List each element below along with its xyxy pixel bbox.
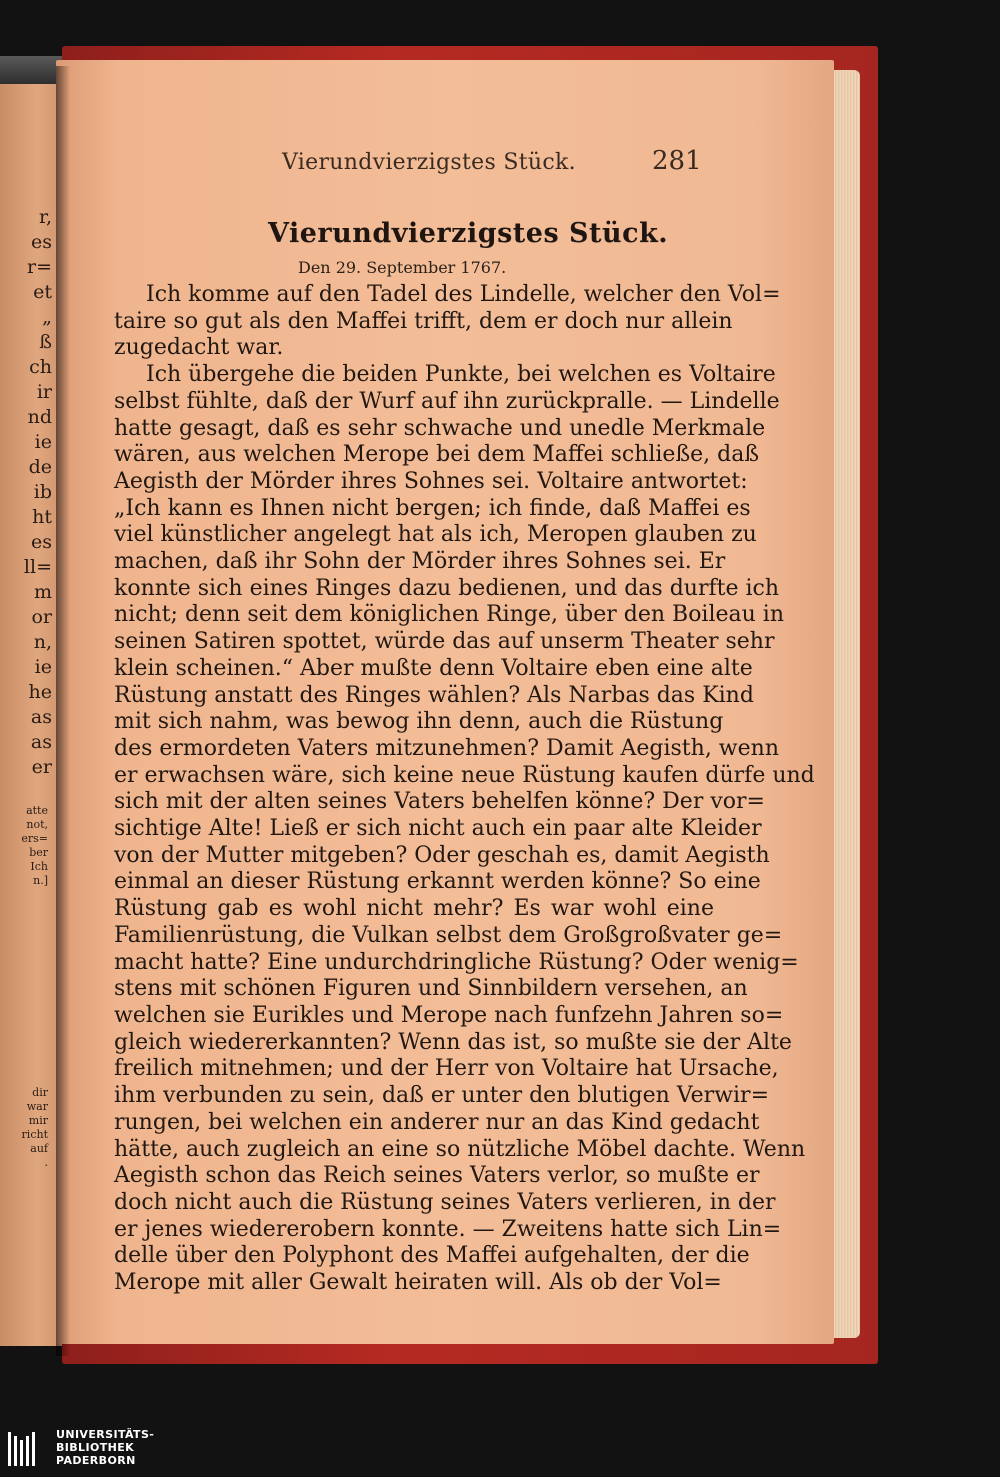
left-page-fragment: ie [34, 431, 52, 453]
text-line: macht hatte? Eine undurchdringliche Rüstung? Oder wenig= [114, 949, 799, 975]
text-line: Ich komme auf den Tadel des Lindelle, welcher den Vol= [146, 282, 781, 307]
left-page-fragment: r, [38, 206, 52, 228]
left-page-note: richt [21, 1128, 48, 1141]
left-page-fragment: ht [32, 506, 52, 528]
text-line: sich mit der alten seines Vaters behelfen könne? Der vor= [114, 789, 765, 815]
left-page-fragment: ir [36, 381, 52, 403]
text-line: welchen sie Eurikles und Merope nach funfzehn Jahren so= [114, 1002, 784, 1028]
left-page-note: ber [29, 846, 48, 859]
left-page-note: auf [30, 1142, 48, 1155]
text-line: delle über den Polyphont des Maffei aufgehalten, der die [114, 1243, 750, 1269]
text-line: gleich wiedererkannten? Wenn das ist, so mußte sie der Alte [114, 1029, 792, 1055]
left-page-fragment: ß [39, 331, 52, 353]
text-line: selbst fühlte, daß der Wurf auf ihn zurückpralle. — Lindelle [114, 388, 780, 414]
chapter-title: Vierundvierzigstes Stück. [268, 218, 669, 249]
text-line: freilich mitnehmen; und der Herr von Voltaire hat Ursache, [114, 1056, 779, 1082]
text-line: viel künstlicher angelegt hat als ich, Meropen glauben zu [114, 522, 757, 548]
left-page-note: mir [28, 1114, 48, 1127]
left-page-fragment: ib [33, 481, 52, 503]
left-page-note: war [26, 1100, 48, 1113]
text-line: klein scheinen.“ Aber mußte denn Voltaire eben eine alte [114, 655, 753, 681]
text-line: einmal an dieser Rüstung erkannt werden könne? So eine [114, 869, 761, 895]
text-line: stens mit schönen Figuren und Sinnbildern versehen, an [114, 976, 748, 1002]
left-page-fragment: or [31, 606, 52, 628]
left-page-note: Ich [30, 860, 48, 873]
text-line: Rüstung anstatt des Ringes wählen? Als Narbas das Kind [114, 682, 754, 708]
left-page-fragment: as [30, 706, 52, 728]
text-line: seinen Satiren spottet, würde das auf unserm Theater sehr [114, 629, 775, 655]
library-logo-icon [6, 1426, 46, 1470]
text-line: Aegisth der Mörder ihres Sohnes sei. Voltaire antwortet: [114, 468, 748, 494]
library-logo-text [56, 1428, 154, 1467]
text-line: von der Mutter mitgeben? Oder geschah es, damit Aegisth [114, 842, 770, 868]
left-page-fragment: de [28, 456, 52, 478]
left-page-note: ers= [21, 832, 48, 845]
text-line: mit sich nahm, was bewog ihn denn, auch die Rüstung [114, 709, 724, 735]
text-line: nicht; denn seit dem königlichen Ringe, über den Boileau in [114, 602, 785, 628]
text-line: des ermordeten Vaters mitzunehmen? Damit Aegisth, wenn [114, 735, 779, 761]
body-text [114, 282, 815, 1297]
left-page-fragment: r= [26, 256, 52, 278]
left-page-fragment: n, [33, 631, 52, 653]
running-head: Vierundvierzigstes Stück. [282, 150, 576, 175]
left-page-note: dir [32, 1086, 48, 1099]
text-line: Merope mit aller Gewalt heiraten will. Als ob der Vol= [114, 1270, 722, 1296]
dateline: Den 29. September 1767. [298, 258, 507, 277]
text-line: taire so gut als den Maffei trifft, dem er doch nur allein [114, 308, 733, 334]
left-page-note: atte [26, 804, 48, 817]
left-page-note: not, [26, 818, 48, 831]
text-line: sichtige Alte! Ließ er sich nicht auch ein paar alte Kleider [114, 816, 762, 842]
left-page-fragment: ll= [23, 556, 52, 578]
left-page-fragment: as [30, 731, 52, 753]
text-line: hätte, auch zugleich an eine so nützliche Möbel dachte. Wenn [114, 1136, 806, 1162]
left-page-fragment: es [31, 531, 52, 553]
logo-line-3: PADERBORN [56, 1454, 136, 1467]
text-line: Ich übergehe die beiden Punkte, bei welchen es Voltaire [146, 362, 776, 388]
page-number: 281 [652, 146, 702, 176]
text-line: zugedacht war. [114, 335, 284, 361]
logo-line-1: UNIVERSITÄTS- [56, 1428, 155, 1441]
left-page-fragment: m [33, 581, 52, 603]
left-page [0, 84, 62, 1346]
left-page-fragment: es [31, 231, 52, 253]
text-line: doch nicht auch die Rüstung seines Vaters verlieren, in der [114, 1189, 776, 1215]
text-line: wären, aus welchen Merope bei dem Maffei schließe, daß [114, 442, 760, 468]
text-line: Rüstung gab es wohl nicht mehr? Es war wohl eine [114, 896, 714, 922]
left-page-note: n.] [33, 874, 48, 887]
text-line: er jenes wiedererobern konnte. — Zweitens hatte sich Lin= [114, 1216, 782, 1242]
gutter-shadow [56, 66, 70, 1356]
left-page-fragment: he [28, 681, 52, 703]
logo-line-2: BIBLIOTHEK [56, 1441, 135, 1454]
left-page-fragment: „ [42, 306, 52, 328]
left-page-fragment: er [31, 756, 52, 778]
text-line: er erwachsen wäre, sich keine neue Rüstung kaufen dürfe und [114, 762, 815, 788]
text-line: hatte gesagt, daß es sehr schwache und unedle Merkmale [114, 415, 766, 441]
left-page-note: . [44, 1156, 48, 1169]
left-page-fragment: ie [34, 656, 52, 678]
text-line: Familienrüstung, die Vulkan selbst dem Großgroßvater ge= [114, 922, 783, 948]
text-line: rungen, bei welchen ein anderer nur an das Kind gedacht [114, 1109, 760, 1135]
left-page-fragment: ch [29, 356, 52, 378]
text-line: ihm verbunden zu sein, daß er unter den blutigen Verwir= [114, 1083, 770, 1109]
text-line: Aegisth schon das Reich seines Vaters verlor, so mußte er [114, 1163, 760, 1189]
text-line: „Ich kann es Ihnen nicht bergen; ich finde, daß Maffei es [114, 495, 751, 521]
text-line: konnte sich eines Ringes dazu bedienen, und das durfte ich [114, 575, 779, 601]
text-line: machen, daß ihr Sohn der Mörder ihres Sohnes sei. Er [114, 549, 726, 575]
left-page-fragment: et [33, 281, 52, 303]
left-page-fragment: nd [27, 406, 52, 428]
library-logo [6, 1426, 216, 1470]
